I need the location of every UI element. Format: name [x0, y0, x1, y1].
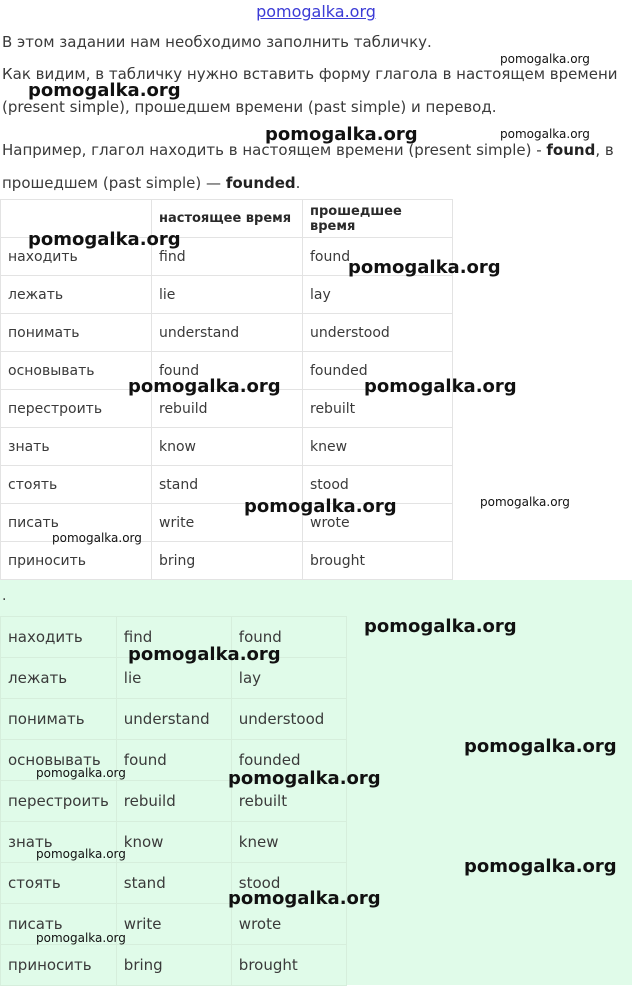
watermark: pomogalka.org [244, 496, 397, 517]
header-cell: прошедшее время [303, 200, 453, 238]
table-row [1, 314, 453, 352]
watermark: pomogalka.org [36, 766, 126, 780]
intro-line-2: Как видим, в табличку нужно вставить форму глагола в настоящем времени [2, 65, 618, 83]
watermark: pomogalka.org [464, 736, 617, 757]
watermark: pomogalka.org [500, 127, 590, 141]
past-form-cell: brought [303, 542, 453, 580]
watermark: pomogalka.org [348, 257, 501, 278]
present-form-cell: bring [152, 542, 303, 580]
present-form-cell: understand [152, 314, 303, 352]
present-form-cell: found [116, 740, 231, 781]
russian-verb-cell: понимать [1, 314, 152, 352]
russian-verb-cell: основывать [1, 352, 152, 390]
past-form-cell: rebuilt [303, 390, 453, 428]
russian-verb-cell: стоять [1, 863, 117, 904]
watermark: pomogalka.org [28, 229, 181, 250]
past-form-cell: found [303, 238, 453, 276]
past-form-cell: knew [303, 428, 453, 466]
past-form-cell: founded [303, 352, 453, 390]
russian-verb-cell: перестроить [1, 781, 117, 822]
watermark: pomogalka.org [500, 52, 590, 66]
russian-verb-cell: лежать [1, 658, 117, 699]
present-form-cell: stand [152, 466, 303, 504]
russian-verb-cell: приносить [1, 542, 152, 580]
intro-line-5 [2, 174, 300, 192]
past-form-cell: understood [231, 699, 346, 740]
intro-line-4-suffix: , в [595, 141, 614, 159]
russian-verb-cell: знать [1, 822, 117, 863]
present-form-cell: know [152, 428, 303, 466]
present-form-cell: write [116, 904, 231, 945]
russian-verb-cell: писать [1, 504, 152, 542]
watermark: pomogalka.org [364, 616, 517, 637]
watermark: pomogalka.org [364, 376, 517, 397]
past-form-cell: rebuilt [231, 781, 346, 822]
russian-verb-cell: лежать [1, 276, 152, 314]
watermark: pomogalka.org [28, 80, 181, 101]
example-present: found [546, 141, 596, 159]
present-form-cell: find [116, 617, 231, 658]
site-link[interactable]: pomogalka.org [256, 2, 376, 21]
present-form-cell: know [116, 822, 231, 863]
past-form-cell: brought [231, 945, 346, 986]
present-form-cell: stand [116, 863, 231, 904]
present-form-cell: lie [152, 276, 303, 314]
intro-line-5-suffix: . [295, 174, 301, 192]
past-form-cell: founded [231, 740, 346, 781]
russian-verb-cell: основывать [1, 740, 117, 781]
watermark: pomogalka.org [128, 376, 281, 397]
russian-verb-cell: знать [1, 428, 152, 466]
past-form-cell: lay [303, 276, 453, 314]
table-row [1, 428, 453, 466]
russian-verb-cell: находить [1, 238, 152, 276]
present-form-cell: find [152, 238, 303, 276]
watermark: pomogalka.org [228, 888, 381, 909]
past-form-cell: wrote [231, 904, 346, 945]
russian-verb-cell: приносить [1, 945, 117, 986]
watermark: pomogalka.org [36, 931, 126, 945]
present-form-cell: write [152, 504, 303, 542]
table-row [1, 276, 453, 314]
russian-verb-cell: стоять [1, 466, 152, 504]
past-form-cell: understood [303, 314, 453, 352]
watermark: pomogalka.org [36, 847, 126, 861]
past-form-cell: wrote [303, 504, 453, 542]
table-row [1, 699, 347, 740]
answer-marker: . [2, 588, 7, 604]
watermark: pomogalka.org [52, 531, 142, 545]
past-form-cell: knew [231, 822, 346, 863]
past-form-cell: found [231, 617, 346, 658]
watermark: pomogalka.org [480, 495, 570, 509]
present-form-cell: found [152, 352, 303, 390]
russian-verb-cell: перестроить [1, 390, 152, 428]
intro-line-1: В этом задании нам необходимо заполнить табличку. [2, 33, 432, 51]
past-form-cell: stood [231, 863, 346, 904]
present-form-cell: rebuild [152, 390, 303, 428]
russian-verb-cell: писать [1, 904, 117, 945]
intro-line-3: (present simple), прошедшем времени (past simple) и перевод. [2, 98, 497, 116]
intro-line-5-text: прошедшем (past simple) — [2, 174, 222, 192]
watermark: pomogalka.org [228, 768, 381, 789]
past-form-cell: lay [231, 658, 346, 699]
russian-verb-cell: находить [1, 617, 117, 658]
table-row [1, 542, 453, 580]
header-cell: настоящее время [152, 200, 303, 238]
russian-verb-cell: понимать [1, 699, 117, 740]
watermark: pomogalka.org [128, 644, 281, 665]
present-form-cell: bring [116, 945, 231, 986]
watermark: pomogalka.org [265, 124, 418, 145]
intro-line-4-text: Например, глагол находить в настоящем времени (present simple) - [2, 141, 542, 159]
table-row [1, 945, 347, 986]
present-form-cell: lie [116, 658, 231, 699]
present-form-cell: understand [116, 699, 231, 740]
past-form-cell: stood [303, 466, 453, 504]
example-past: founded [225, 174, 296, 192]
present-form-cell: rebuild [116, 781, 231, 822]
watermark: pomogalka.org [464, 856, 617, 877]
